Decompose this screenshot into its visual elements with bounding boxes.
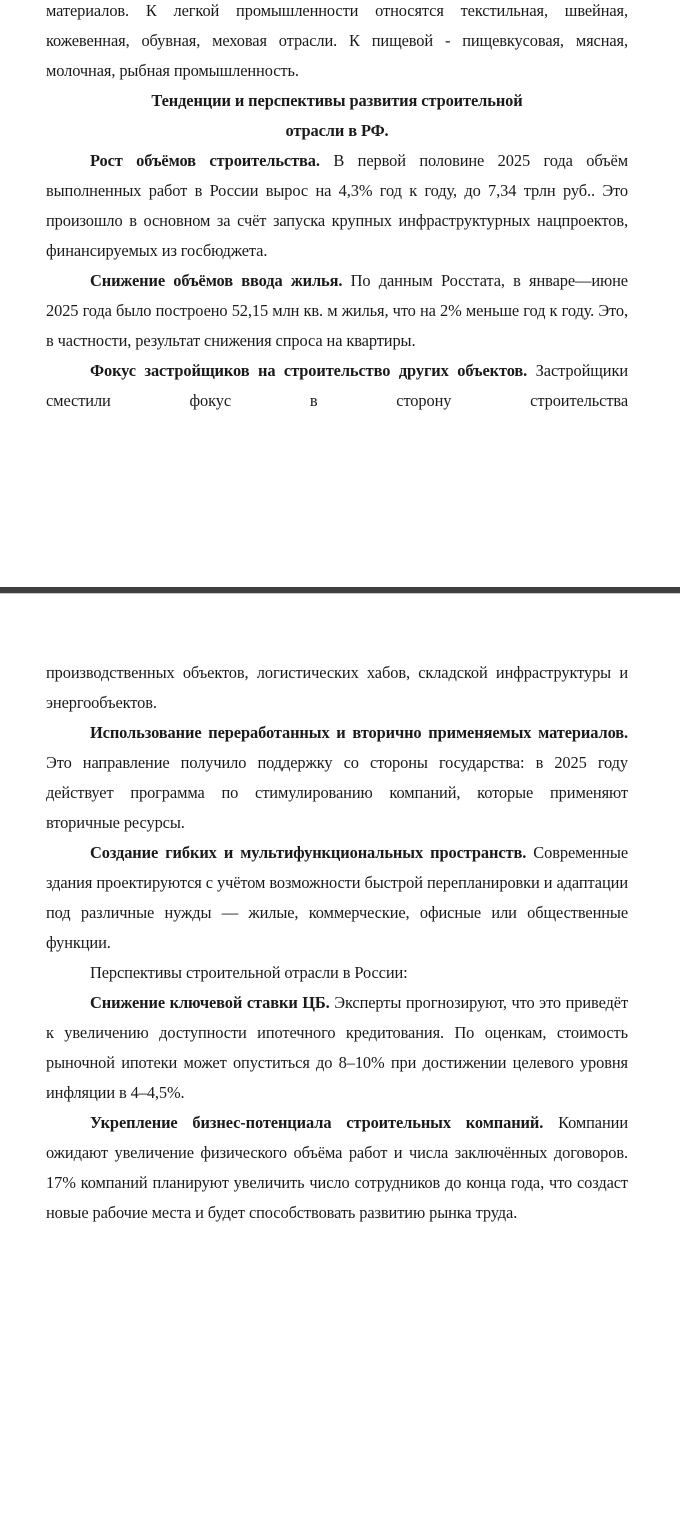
paragraph-title: Укрепление бизнес-потенциала строительных компаний. [90, 1113, 544, 1132]
perspectives-intro: Перспективы строительной отрасли в России: [90, 963, 408, 982]
paragraph-housing-decline [46, 266, 628, 356]
paragraph-title: Фокус застройщиков на строительство других объектов. [90, 361, 528, 380]
paragraph-text: Современные здания проектируются с учётом возможности быстрой перепланировки и адаптации под различные нужды — жилые, коммерческие, офисные или общественные функции. [46, 843, 628, 952]
paragraph-developer-focus [46, 356, 628, 416]
section-heading [46, 86, 628, 146]
paragraph-text: В первой половине 2025 года объём выполненных работ в России вырос на 4,3% год к году, до 7,34 трлн руб.. Это произошло в основном за счёт запуска крупных инфраструктурных нацпроектов, финансируемых из госбюджета. [46, 151, 628, 260]
paragraph-flexible-spaces [46, 838, 628, 958]
paragraph-title: Создание гибких и мультифункциональных пространств. [90, 843, 527, 862]
paragraph-recycled-materials [46, 718, 628, 838]
heading-line-1: Тенденции и перспективы развития строительной [151, 91, 523, 110]
intro-line: материалов. К легкой промышленности относятся текстильная, [46, 1, 548, 20]
paragraph-title: Снижение ключевой ставки ЦБ. [90, 993, 330, 1012]
paragraph-text: Компании ожидают увеличение физического объёма работ и числа заключённых договоров. 17% компаний планируют увеличить число сотрудников до конца года, что создаст новые рабочие места и будет способствовать развитию рынка труда. [46, 1113, 628, 1222]
page-break-divider [0, 587, 680, 594]
continuation-paragraph: производственных объектов, логистических хабов, складской инфраструктуры и энергообъектов. [46, 663, 628, 712]
paragraph-text: По данным Росстата, в январе—июне 2025 года было построено 52,15 млн кв. м жилья, что на 2% меньше год к году. Это, в частности, результат снижения спроса на квартиры. [46, 271, 628, 350]
document-page-1 [46, 0, 628, 416]
paragraph-text: Это направление получило поддержку со стороны государства: в 2025 году действует программа по стимулированию компаний, которые применяют вторичные ресурсы. [46, 753, 628, 832]
paragraph-title: Рост объёмов строительства. [90, 151, 320, 170]
paragraph-key-rate [46, 988, 628, 1108]
paragraph-title: Использование переработанных и вторично применяемых материалов. [90, 723, 628, 742]
document-page-2 [46, 658, 628, 1228]
paragraph-text: Эксперты прогнозируют, что это приведёт к увеличению доступности ипотечного кредитования. По оценкам, стоимость рыночной ипотеки может опуститься до 8–10% при достижении целевого уровня инфляции в 4–4,5%. [46, 993, 629, 1102]
paragraph-title: Снижение объёмов ввода жилья. [90, 271, 343, 290]
paragraph-construction-growth [46, 146, 628, 266]
intro-paragraph [46, 0, 628, 86]
paragraph-text: Застройщики сместили фокус в сторону строительства [46, 361, 628, 410]
heading-line-2: отрасли в РФ. [285, 121, 389, 140]
intro-line: пищевкусовая, мясная, молочная, рыбная промышленность. [46, 31, 628, 80]
paragraph-business-potential [46, 1108, 628, 1228]
intro-line: швейная, кожевенная, обувная, меховая отрасли. К пищевой - [46, 1, 628, 50]
